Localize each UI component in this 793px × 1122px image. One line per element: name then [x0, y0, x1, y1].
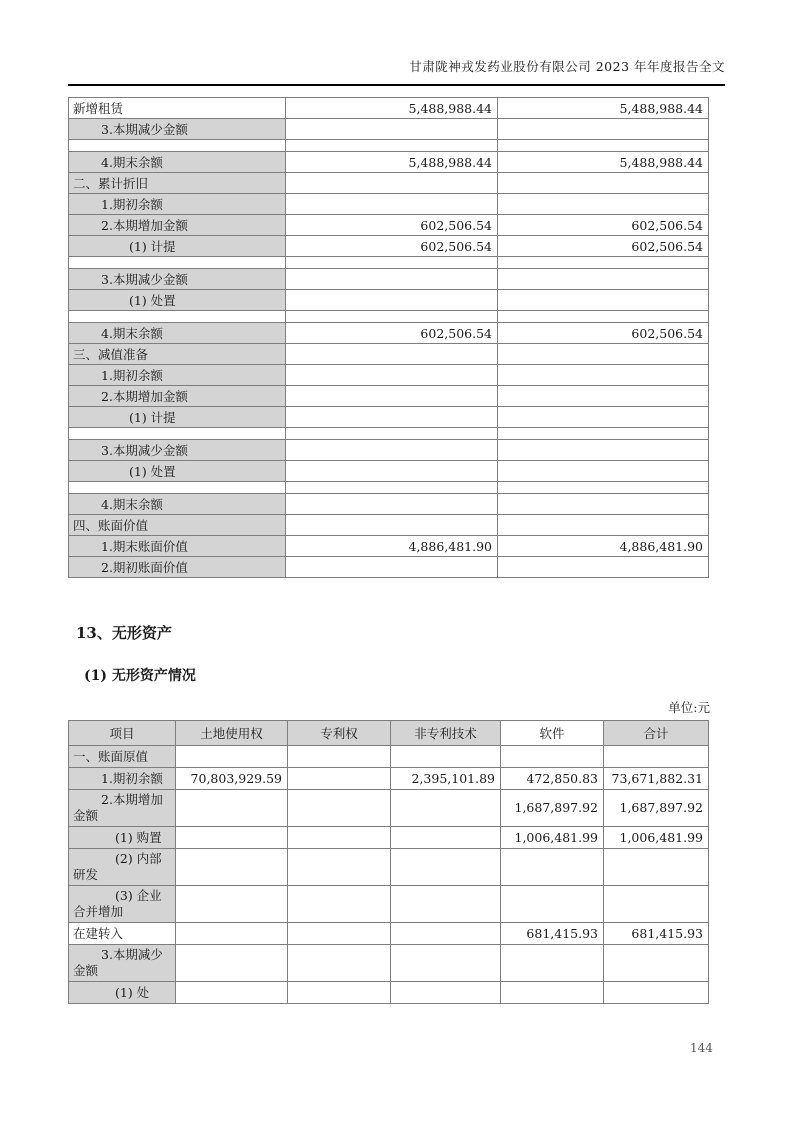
value-cell	[391, 886, 501, 923]
value-cell: 2,395,101.89	[391, 768, 501, 790]
value-cell	[501, 886, 604, 923]
row-label-cell: 二、累计折旧	[69, 173, 286, 194]
table-row	[69, 515, 709, 536]
value-cell	[176, 827, 288, 849]
value-cell	[604, 886, 709, 923]
value-cell: 472,850.83	[501, 768, 604, 790]
row-label-cell: 2.本期增加金额	[69, 790, 176, 827]
value-cell	[498, 257, 709, 269]
table-row	[69, 923, 709, 945]
value-cell	[176, 790, 288, 827]
row-label-cell: (1) 购置	[69, 827, 176, 849]
value-cell	[286, 494, 498, 515]
spacer-row	[69, 482, 709, 494]
row-label-cell: (1) 计提	[69, 236, 286, 257]
value-cell	[286, 140, 498, 152]
row-label-cell: 2.期初账面价值	[69, 557, 286, 578]
table-row	[69, 557, 709, 578]
value-cell	[286, 482, 498, 494]
row-label-cell	[69, 482, 286, 494]
row-label-cell: (2) 内部研发	[69, 849, 176, 886]
table-row	[69, 236, 709, 257]
column-header: 土地使用权	[176, 721, 288, 746]
row-label-cell	[69, 140, 286, 152]
column-header: 软件	[501, 721, 604, 746]
value-cell	[501, 945, 604, 982]
table-row	[69, 269, 709, 290]
spacer-row	[69, 140, 709, 152]
value-cell	[498, 440, 709, 461]
row-label-cell: 1.期初余额	[69, 194, 286, 215]
value-cell	[498, 407, 709, 428]
row-label-cell: 3.本期减少金额	[69, 119, 286, 140]
value-cell	[391, 827, 501, 849]
table-row	[69, 215, 709, 236]
value-cell: 1,687,897.92	[604, 790, 709, 827]
value-cell	[501, 746, 604, 768]
row-label-cell: 1.期末账面价值	[69, 536, 286, 557]
table-row	[69, 119, 709, 140]
value-cell	[286, 461, 498, 482]
row-label-cell: 一、账面原值	[69, 746, 176, 768]
value-cell	[286, 557, 498, 578]
value-cell: 681,415.93	[501, 923, 604, 945]
value-cell	[176, 923, 288, 945]
value-cell	[176, 945, 288, 982]
table-row	[69, 173, 709, 194]
intangible-assets-table	[68, 720, 709, 1004]
value-cell: 602,506.54	[286, 236, 498, 257]
table-row	[69, 982, 709, 1004]
value-cell: 602,506.54	[286, 323, 498, 344]
value-cell: 1,006,481.99	[501, 827, 604, 849]
table-row	[69, 746, 709, 768]
value-cell	[498, 482, 709, 494]
value-cell	[176, 886, 288, 923]
value-cell	[498, 290, 709, 311]
value-cell: 1,687,897.92	[501, 790, 604, 827]
table-row	[69, 849, 709, 886]
value-cell	[286, 173, 498, 194]
value-cell: 602,506.54	[286, 215, 498, 236]
value-cell	[498, 557, 709, 578]
table-row	[69, 945, 709, 982]
value-cell	[288, 746, 391, 768]
value-cell	[501, 849, 604, 886]
row-label-cell: (1) 计提	[69, 407, 286, 428]
value-cell	[288, 886, 391, 923]
row-label-cell: 1.期初余额	[69, 768, 176, 790]
table-row	[69, 98, 709, 119]
value-cell: 5,488,988.44	[498, 152, 709, 173]
value-cell	[288, 982, 391, 1004]
spacer-row	[69, 428, 709, 440]
row-label-cell: 3.本期减少金额	[69, 945, 176, 982]
value-cell	[286, 407, 498, 428]
header-rule	[68, 84, 725, 86]
value-cell: 4,886,481.90	[286, 536, 498, 557]
value-cell: 4,886,481.90	[498, 536, 709, 557]
table-row	[69, 886, 709, 923]
report-header-title: 甘肃陇神戎发药业股份有限公司 2023 年年度报告全文	[409, 59, 725, 74]
value-cell	[288, 923, 391, 945]
value-cell	[391, 982, 501, 1004]
value-cell	[391, 923, 501, 945]
table-row	[69, 440, 709, 461]
value-cell	[498, 140, 709, 152]
value-cell	[604, 849, 709, 886]
row-label-cell: 3.本期减少金额	[69, 269, 286, 290]
row-label-cell: (1) 处	[69, 982, 176, 1004]
value-cell	[498, 386, 709, 407]
value-cell	[288, 849, 391, 886]
column-header: 专利权	[288, 721, 391, 746]
table-row	[69, 323, 709, 344]
value-cell	[176, 746, 288, 768]
value-cell	[286, 257, 498, 269]
row-label-cell: 1.期初余额	[69, 365, 286, 386]
table-row	[69, 344, 709, 365]
value-cell	[286, 515, 498, 536]
value-cell	[498, 428, 709, 440]
value-cell	[391, 790, 501, 827]
value-cell: 602,506.54	[498, 323, 709, 344]
row-label-cell	[69, 257, 286, 269]
value-cell	[286, 269, 498, 290]
row-label-cell: 3.本期减少金额	[69, 440, 286, 461]
value-cell	[498, 494, 709, 515]
value-cell	[498, 119, 709, 140]
row-label-cell: (1) 处置	[69, 290, 286, 311]
value-cell	[286, 311, 498, 323]
table-row	[69, 827, 709, 849]
value-cell	[391, 849, 501, 886]
value-cell	[498, 461, 709, 482]
column-header: 非专利技术	[391, 721, 501, 746]
value-cell	[286, 440, 498, 461]
value-cell: 681,415.93	[604, 923, 709, 945]
table-row	[69, 365, 709, 386]
table-header-row	[69, 721, 709, 746]
row-label-cell	[69, 428, 286, 440]
value-cell	[286, 386, 498, 407]
value-cell	[498, 194, 709, 215]
value-cell	[286, 194, 498, 215]
value-cell: 70,803,929.59	[176, 768, 288, 790]
value-cell	[391, 945, 501, 982]
table-row	[69, 536, 709, 557]
value-cell: 602,506.54	[498, 215, 709, 236]
value-cell	[498, 344, 709, 365]
value-cell	[288, 790, 391, 827]
value-cell	[176, 849, 288, 886]
value-cell	[288, 827, 391, 849]
table-row	[69, 790, 709, 827]
value-cell	[604, 982, 709, 1004]
value-cell: 5,488,988.44	[286, 152, 498, 173]
value-cell	[391, 746, 501, 768]
value-cell	[286, 290, 498, 311]
spacer-row	[69, 257, 709, 269]
table-row	[69, 494, 709, 515]
value-cell: 73,671,882.31	[604, 768, 709, 790]
value-cell	[498, 515, 709, 536]
value-cell	[498, 269, 709, 290]
row-label-cell: 在建转入	[69, 923, 176, 945]
table-row	[69, 407, 709, 428]
table-row	[69, 768, 709, 790]
row-label-cell	[69, 311, 286, 323]
value-cell: 1,006,481.99	[604, 827, 709, 849]
value-cell	[288, 945, 391, 982]
subsection-heading-intangible-assets-status: (1) 无形资产情况	[84, 668, 196, 684]
row-label-cell: (3) 企业合并增加	[69, 886, 176, 923]
column-header: 合计	[604, 721, 709, 746]
right-of-use-assets-table	[68, 97, 709, 578]
table-row	[69, 290, 709, 311]
spacer-row	[69, 311, 709, 323]
unit-label: 单位:元	[668, 700, 710, 715]
value-cell	[498, 173, 709, 194]
row-label-cell: 新增租赁	[69, 98, 286, 119]
value-cell	[498, 311, 709, 323]
row-label-cell: 2.本期增加金额	[69, 386, 286, 407]
value-cell	[286, 344, 498, 365]
value-cell	[604, 746, 709, 768]
row-label-cell: 四、账面价值	[69, 515, 286, 536]
page-number: 144	[690, 1041, 713, 1055]
value-cell	[176, 982, 288, 1004]
row-label-cell: 2.本期增加金额	[69, 215, 286, 236]
table-row	[69, 461, 709, 482]
row-label-cell: 4.期末余额	[69, 323, 286, 344]
row-label-cell: 三、减值准备	[69, 344, 286, 365]
table-row	[69, 194, 709, 215]
value-cell	[288, 768, 391, 790]
value-cell	[286, 365, 498, 386]
value-cell: 5,488,988.44	[498, 98, 709, 119]
value-cell	[604, 945, 709, 982]
value-cell	[501, 982, 604, 1004]
row-label-cell: 4.期末余额	[69, 494, 286, 515]
value-cell	[286, 428, 498, 440]
value-cell	[498, 365, 709, 386]
value-cell: 602,506.54	[498, 236, 709, 257]
row-label-cell: (1) 处置	[69, 461, 286, 482]
row-label-cell: 4.期末余额	[69, 152, 286, 173]
value-cell: 5,488,988.44	[286, 98, 498, 119]
section-heading-intangible-assets: 13、无形资产	[76, 624, 172, 642]
column-header: 项目	[69, 721, 176, 746]
table-row	[69, 152, 709, 173]
table-row	[69, 386, 709, 407]
value-cell	[286, 119, 498, 140]
